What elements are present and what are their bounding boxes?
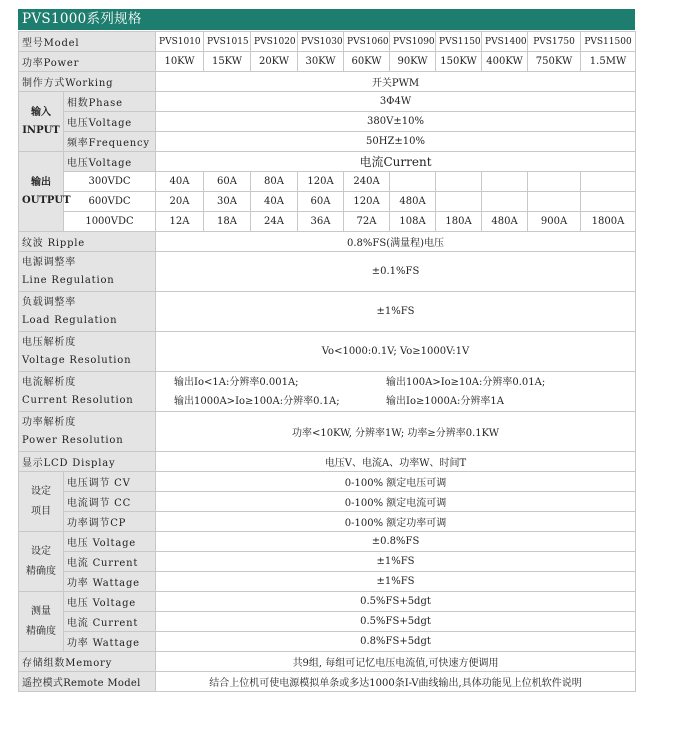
- setting-accuracy-wattage-value: ±1%FS: [156, 572, 636, 592]
- output-header-row: [19, 152, 636, 172]
- measure-accuracy-current-label: 电流 Current: [64, 612, 156, 632]
- power-cell: 90KW: [390, 52, 436, 72]
- setting-cp-label: 功率调节CP: [64, 512, 156, 532]
- current-resolution-value: [156, 372, 636, 412]
- output-current-cell: 240A: [344, 172, 390, 192]
- ripple-label: 纹波 Ripple: [19, 232, 156, 252]
- measure-accuracy-group-label: [19, 592, 64, 652]
- output-group-cn: 输出: [31, 176, 51, 188]
- power-row: [19, 52, 636, 72]
- power-cell: 15KW: [204, 52, 251, 72]
- output-current-cell: 120A: [298, 172, 344, 192]
- output-current-cell: [436, 172, 482, 192]
- current-resolution-line-2: [174, 392, 632, 411]
- current-resolution-row: [19, 372, 636, 412]
- measure-accuracy-wattage-value: 0.8%FS+5dgt: [156, 632, 636, 652]
- measure-accuracy-group-line-2: 精确度: [26, 625, 56, 637]
- setting-accuracy-current-label: 电流 Current: [64, 552, 156, 572]
- setting-group-label: [19, 472, 64, 532]
- output-current-cell: 40A: [251, 192, 298, 212]
- page-title: PVS1000系列规格: [18, 9, 635, 30]
- model-cell: PVS1400: [482, 32, 528, 52]
- setting-group-line-2: 项目: [31, 505, 51, 517]
- setting-cv-value: 0-100% 额定电压可调: [156, 472, 636, 492]
- measure-accuracy-row: [19, 612, 636, 632]
- power-resolution-row: [19, 412, 636, 452]
- current-resolution-label-en: Current Resolution: [22, 394, 134, 406]
- output-current-cell: [581, 192, 636, 212]
- input-group-label: [19, 92, 64, 152]
- output-current-cell: [528, 192, 581, 212]
- output-current-cell: 180A: [436, 212, 482, 232]
- setting-row: [19, 472, 636, 492]
- ripple-row: [19, 232, 636, 252]
- working-label: 制作方式Working: [19, 72, 156, 92]
- output-current-label: 电流Current: [156, 152, 636, 172]
- output-voltage-value: 300VDC: [64, 172, 156, 192]
- current-resolution-label: [19, 372, 156, 412]
- setting-cc-value: 0-100% 额定电流可调: [156, 492, 636, 512]
- input-group-cn: 输入: [31, 106, 51, 118]
- memory-value: 共9组, 每组可记忆电压电流值,可快速方便调用: [156, 652, 636, 672]
- power-cell: 60KW: [344, 52, 390, 72]
- input-group-en: INPUT: [22, 124, 60, 136]
- setting-accuracy-row: [19, 532, 636, 552]
- remote-row: [19, 672, 636, 692]
- setting-row: [19, 492, 636, 512]
- output-voltage-label: 电压Voltage: [64, 152, 156, 172]
- output-current-cell: [390, 172, 436, 192]
- setting-group-line-1: 设定: [31, 485, 51, 497]
- voltage-resolution-label-en: Voltage Resolution: [22, 354, 132, 366]
- output-current-cell: 480A: [482, 212, 528, 232]
- display-row: [19, 452, 636, 472]
- input-row: [19, 112, 636, 132]
- measure-accuracy-group-line-1: 测量: [31, 605, 51, 617]
- working-row: [19, 72, 636, 92]
- power-resolution-label-cn: 功率解析度: [22, 416, 76, 428]
- line-regulation-label: [19, 252, 156, 292]
- input-frequency-value: 50HZ±10%: [156, 132, 636, 152]
- remote-value: 结合上位机可使电源模拟单条或多达1000条I-V曲线输出,具体功能见上位机软件说明: [156, 672, 636, 692]
- model-cell: PVS1010: [156, 32, 204, 52]
- load-regulation-label-en: Load Regulation: [22, 314, 118, 326]
- load-regulation-label-cn: 负载调整率: [22, 296, 76, 308]
- output-row-1000: [19, 212, 636, 232]
- power-cell: 750KW: [528, 52, 581, 72]
- measure-accuracy-wattage-label: 功率 Wattage: [64, 632, 156, 652]
- power-cell: 20KW: [251, 52, 298, 72]
- output-current-cell: 36A: [298, 212, 344, 232]
- setting-accuracy-row: [19, 552, 636, 572]
- setting-cp-value: 0-100% 额定功率可调: [156, 512, 636, 532]
- load-regulation-label: [19, 292, 156, 332]
- output-group-en: OUTPUT: [22, 194, 71, 206]
- input-frequency-label: 频率Frequency: [64, 132, 156, 152]
- current-resolution-1b: 输出100A>Io≥10A:分辨率0.01A;: [386, 376, 546, 388]
- power-cell: 1.5MW: [581, 52, 636, 72]
- power-resolution-value: 功率<10KW, 分辨率1W; 功率≥分辨率0.1KW: [156, 412, 636, 452]
- output-current-cell: [528, 172, 581, 192]
- setting-cv-label: 电压调节 CV: [64, 472, 156, 492]
- current-resolution-line-1: [174, 373, 632, 392]
- model-cell: PVS1060: [344, 32, 390, 52]
- measure-accuracy-row: [19, 592, 636, 612]
- output-current-cell: 1800A: [581, 212, 636, 232]
- setting-accuracy-voltage-label: 电压 Voltage: [64, 532, 156, 552]
- measure-accuracy-voltage-value: 0.5%FS+5dgt: [156, 592, 636, 612]
- model-row: [19, 32, 636, 52]
- output-current-cell: 900A: [528, 212, 581, 232]
- output-current-cell: 12A: [156, 212, 204, 232]
- setting-row: [19, 512, 636, 532]
- ripple-value: 0.8%FS(满量程)电压: [156, 232, 636, 252]
- model-cell: PVS1030: [298, 32, 344, 52]
- setting-accuracy-group-line-2: 精确度: [26, 565, 56, 577]
- line-regulation-row: [19, 252, 636, 292]
- model-cell: PVS1020: [251, 32, 298, 52]
- voltage-resolution-label: [19, 332, 156, 372]
- power-cell: 30KW: [298, 52, 344, 72]
- current-resolution-label-cn: 电流解析度: [22, 376, 76, 388]
- output-current-cell: 30A: [204, 192, 251, 212]
- display-label: 显示LCD Display: [19, 452, 156, 472]
- setting-cc-label: 电流调节 CC: [64, 492, 156, 512]
- load-regulation-row: [19, 292, 636, 332]
- working-value: 开关PWM: [156, 72, 636, 92]
- memory-label: 存储组数Memory: [19, 652, 156, 672]
- setting-accuracy-row: [19, 572, 636, 592]
- power-resolution-label-en: Power Resolution: [22, 434, 124, 446]
- setting-accuracy-wattage-label: 功率 Wattage: [64, 572, 156, 592]
- output-voltage-value: 1000VDC: [64, 212, 156, 232]
- power-cell: 400KW: [482, 52, 528, 72]
- current-resolution-1a: 输出Io<1A:分辨率0.001A;: [174, 376, 299, 388]
- voltage-resolution-label-cn: 电压解析度: [22, 336, 76, 348]
- model-label: 型号Model: [19, 32, 156, 52]
- current-resolution-2a: 输出1000A>Io≥100A:分辨率0.1A;: [174, 395, 340, 407]
- input-row: [19, 132, 636, 152]
- remote-label: 遥控模式Remote Model: [19, 672, 156, 692]
- output-group-label: [19, 152, 71, 232]
- model-cell: PVS1090: [390, 32, 436, 52]
- setting-accuracy-group-label: [19, 532, 64, 592]
- output-current-cell: 120A: [344, 192, 390, 212]
- measure-accuracy-voltage-label: 电压 Voltage: [64, 592, 156, 612]
- output-row-300: [19, 172, 636, 192]
- input-voltage-value: 380V±10%: [156, 112, 636, 132]
- measure-accuracy-current-value: 0.5%FS+5dgt: [156, 612, 636, 632]
- output-current-cell: 72A: [344, 212, 390, 232]
- output-current-cell: 80A: [251, 172, 298, 192]
- power-cell: 150KW: [436, 52, 482, 72]
- line-regulation-value: ±0.1%FS: [156, 252, 636, 292]
- setting-accuracy-voltage-value: ±0.8%FS: [156, 532, 636, 552]
- load-regulation-value: ±1%FS: [156, 292, 636, 332]
- output-current-cell: 20A: [156, 192, 204, 212]
- output-current-cell: 40A: [156, 172, 204, 192]
- line-regulation-label-cn: 电源调整率: [22, 256, 76, 268]
- measure-accuracy-row: [19, 632, 636, 652]
- setting-accuracy-group-line-1: 设定: [31, 545, 51, 557]
- output-current-cell: [482, 192, 528, 212]
- output-row-600: [19, 192, 636, 212]
- input-phase-value: 3Φ4W: [156, 92, 636, 112]
- voltage-resolution-value: Vo<1000:0.1V; Vo≥1000V:1V: [156, 332, 636, 372]
- current-resolution-2b: 输出Io≥1000A:分辨率1A: [386, 395, 504, 407]
- output-current-cell: 18A: [204, 212, 251, 232]
- power-resolution-label: [19, 412, 156, 452]
- model-cell: PVS1150: [436, 32, 482, 52]
- output-current-cell: 108A: [390, 212, 436, 232]
- output-voltage-value: 600VDC: [64, 192, 156, 212]
- model-cell: PVS1750: [528, 32, 581, 52]
- input-row: [19, 92, 636, 112]
- model-cell: PVS1015: [204, 32, 251, 52]
- model-cell: PVS11500: [581, 32, 636, 52]
- output-current-cell: 60A: [204, 172, 251, 192]
- output-current-cell: [436, 192, 482, 212]
- output-current-cell: 60A: [298, 192, 344, 212]
- memory-row: [19, 652, 636, 672]
- voltage-resolution-row: [19, 332, 636, 372]
- input-phase-label: 相数Phase: [64, 92, 156, 112]
- output-current-cell: 480A: [390, 192, 436, 212]
- power-label: 功率Power: [19, 52, 156, 72]
- output-current-cell: 24A: [251, 212, 298, 232]
- output-current-cell: [482, 172, 528, 192]
- input-voltage-label: 电压Voltage: [64, 112, 156, 132]
- power-cell: 10KW: [156, 52, 204, 72]
- output-current-cell: [581, 172, 636, 192]
- display-value: 电压V、电流A、功率W、时间T: [156, 452, 636, 472]
- spec-table: [18, 31, 636, 692]
- line-regulation-label-en: Line Regulation: [22, 274, 115, 286]
- setting-accuracy-current-value: ±1%FS: [156, 552, 636, 572]
